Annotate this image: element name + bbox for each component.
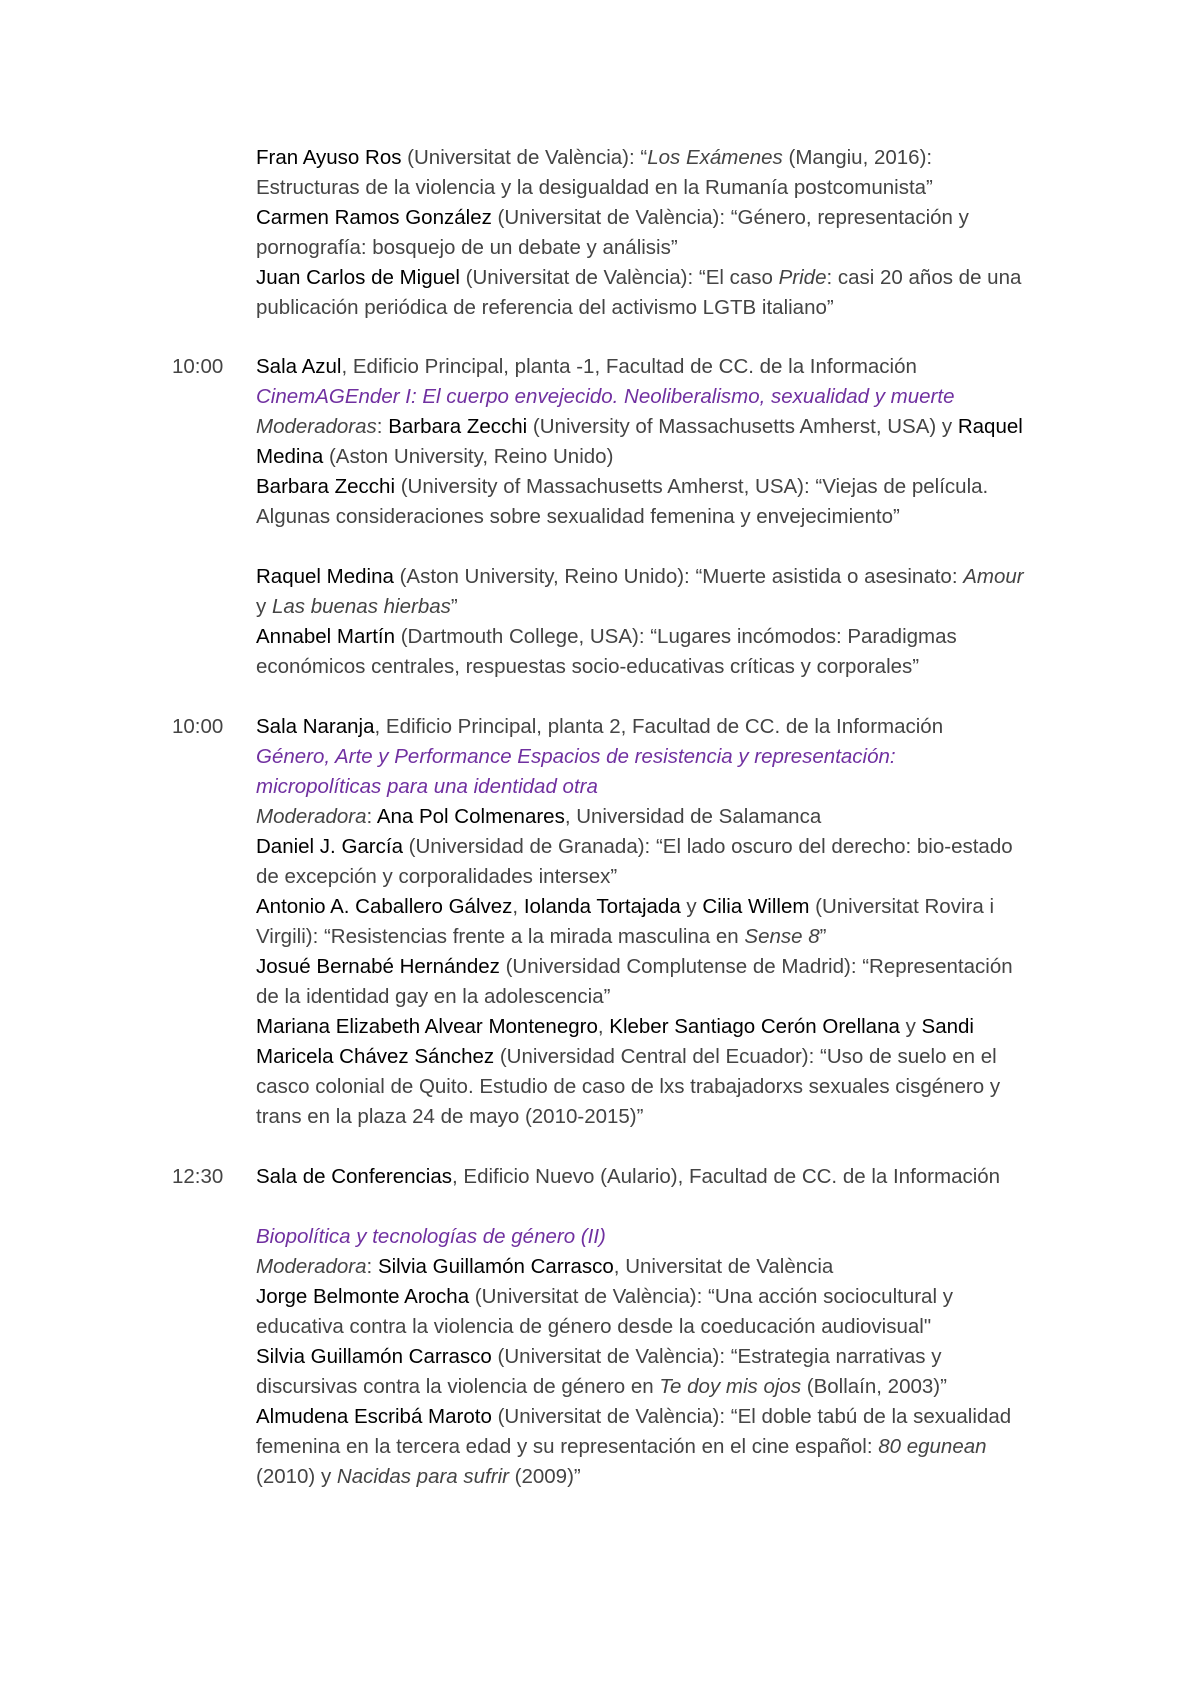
author-name: Silvia Guillamón Carrasco — [256, 1345, 492, 1368]
location-detail: , Edificio Principal, planta -1, Facultad de CC. de la Información — [341, 355, 917, 378]
session-time: 10:00 — [172, 715, 224, 738]
paper-entry — [256, 263, 1026, 323]
moderator-name: Silvia Guillamón Carrasco — [377, 1255, 614, 1278]
moderator-affiliation: , Universidad de Salamanca — [564, 805, 822, 828]
paper-entry — [256, 203, 1026, 263]
film-title: Nacidas para sufrir — [336, 1465, 509, 1488]
paper-title: (Mangiu, 2016): Estructuras de la violencia y la desigualdad en la Rumanía postcomunista” — [256, 146, 933, 199]
author-name: Juan Carlos de Miguel — [256, 266, 460, 289]
author-name: Sandi Maricela Chávez Sánchez — [256, 1015, 974, 1068]
paper-title: (Universitat de València): “Una acción sociocultural y educativa contra la violencia de género desde la coeducación audiovisual" — [256, 1285, 953, 1338]
paper-entry: Almudena Escribá Maroto (Universitat de València): “El doble tabú de la sexualidad femenina en la tercera edad y su representación en el cine español: 80 egunean (2010) y Nacidas para sufrir (2009)” — [256, 1405, 1012, 1488]
paper-entry — [256, 472, 1026, 532]
paper-entry: Mariana Elizabeth Alvear Montenegro, Kleber Santiago Cerón Orellana y Sandi Maricela Chávez Sánchez (Universidad Central del Ecuador): “Uso de suelo en el casco colonial de Quito. Estudio de caso de lxs trabajadorxs sexuales cisgénero y trans en la plaza 24 de mayo (2010-2015)” — [256, 1015, 1001, 1128]
paper-title: (Universidad de Granada): “El lado oscuro del derecho: bio-estado de excepción y corporalidades intersex” — [256, 835, 1013, 888]
paper-entry: Silvia Guillamón Carrasco (Universitat de València): “Estrategia narrativas y discursivas contra la violencia de género en Te doy mis ojos (Bollaín, 2003)” — [256, 1345, 947, 1398]
publication-title: Pride — [778, 266, 827, 289]
moderator-affiliation: , Universitat de València — [613, 1255, 834, 1278]
location-detail: , Edificio Nuevo (Aulario), Facultad de CC. de la Información — [452, 1165, 1001, 1188]
author-name: Raquel Medina — [256, 565, 394, 588]
film-title: Los Exámenes — [647, 146, 783, 169]
paper-entry — [256, 952, 1026, 1012]
affiliation: (Universitat de València): “ — [401, 146, 648, 169]
moderator-label: Moderadoras — [256, 415, 377, 438]
paper-title: (Universitat de València): “El doble tabú de la sexualidad femenina en la tercera edad y su representación en el cine español: — [256, 1405, 1012, 1458]
author-name: Mariana Elizabeth Alvear Montenegro — [256, 1015, 598, 1038]
film-title: 80 egunean — [878, 1435, 987, 1458]
film-title: Las buenas hierbas — [271, 595, 451, 618]
session-time: 12:30 — [172, 1165, 224, 1188]
moderator-name: Ana Pol Colmenares — [376, 805, 565, 828]
session-location — [256, 352, 1026, 382]
affiliation: (Universitat de València): “El caso — [459, 266, 779, 289]
paper-entry: Antonio A. Caballero Gálvez, Iolanda Tortajada y Cilia Willem (Universitat Rovira i Virgili): “Resistencias frente a la mirada masculina en Sense 8” — [256, 895, 994, 948]
author-name: Jorge Belmonte Arocha — [256, 1285, 470, 1308]
session-location — [256, 1162, 1026, 1192]
moderators: Moderadora: Ana Pol Colmenares, Universidad de Salamanca — [256, 805, 822, 828]
author-name: Barbara Zecchi — [256, 475, 396, 498]
paper-entry — [256, 622, 1026, 682]
session-title: CinemAGEnder I: El cuerpo envejecido. Neoliberalismo, sexualidad y muerte — [256, 385, 955, 408]
moderator-label: Moderadora — [256, 805, 367, 828]
author-name: Fran Ayuso Ros — [256, 146, 402, 169]
moderator-affiliation: (Aston University, Reino Unido) — [323, 445, 614, 468]
film-title: Te doy mis ojos — [659, 1375, 802, 1398]
paper-title: (Universidad Central del Ecuador): “Uso de suelo en el casco colonial de Quito. Estudio de caso de lxs trabajadorxs sexuales cisgénero y trans en la plaza 24 de mayo (2010-2015)” — [256, 1045, 1001, 1128]
moderators: Moderadora: Silvia Guillamón Carrasco, Universitat de València — [256, 1255, 834, 1278]
moderator-name: Barbara Zecchi — [388, 415, 528, 438]
session-title: Género, Arte y Performance Espacios de resistencia y representación: micropolíticas para una identidad otra — [256, 745, 896, 798]
author-name: Carmen Ramos González — [256, 206, 492, 229]
paper-title: (Aston University, Reino Unido): “Muerte asistida o asesinato: — [393, 565, 964, 588]
paper-title: (Universitat de València): “Género, representación y pornografía: bosquejo de un debate y análisis” — [256, 206, 969, 259]
moderator-name: Raquel Medina — [256, 415, 1023, 468]
author-name: Daniel J. García — [256, 835, 403, 858]
author-name: Josué Bernabé Hernández — [256, 955, 500, 978]
moderators: Moderadoras: Barbara Zecchi (University of Massachusetts Amherst, USA) y Raquel Medina (Aston University, Reino Unido) — [256, 415, 1023, 468]
author-name: Almudena Escribá Maroto — [256, 1405, 492, 1428]
session-time: 10:00 — [172, 355, 224, 378]
paper-title: (Universitat de València): “Estrategia narrativas y discursivas contra la violencia de género en — [256, 1345, 942, 1398]
series-title: Sense 8 — [744, 925, 820, 948]
paper-entry — [256, 1282, 1026, 1342]
paper-entry — [256, 832, 1026, 892]
paper-title: (University of Massachusetts Amherst, USA): “Viejas de película. Algunas consideraciones sobre sexualidad femenina y envejecimiento” — [256, 475, 989, 528]
paper-entry: Raquel Medina (Aston University, Reino Unido): “Muerte asistida o asesinato: Amour y Las buenas hierbas” — [256, 565, 1024, 618]
author-name: Annabel Martín — [256, 625, 396, 648]
location-detail: , Edificio Principal, planta 2, Facultad de CC. de la Información — [374, 715, 944, 738]
paper-title: : casi 20 años de una publicación periódica de referencia del activismo LGTB italiano” — [256, 266, 1022, 319]
session-title: Biopolítica y tecnologías de género (II) — [256, 1225, 606, 1248]
author-name: Antonio A. Caballero Gálvez — [256, 895, 513, 918]
moderator-affiliation: (University of Massachusetts Amherst, USA) y — [527, 415, 958, 438]
room-name: Sala Naranja — [256, 715, 375, 738]
paper-title: (Universidad Complutense de Madrid): “Representación de la identidad gay en la adolescencia” — [256, 955, 1013, 1008]
film-title: Amour — [963, 565, 1024, 588]
moderator-label: Moderadora — [256, 1255, 367, 1278]
paper-title: (Dartmouth College, USA): “Lugares incómodos: Paradigmas económicos centrales, respuestas socio-educativas críticas y corporales” — [256, 625, 957, 678]
session-location — [256, 712, 1026, 742]
room-name: Sala de Conferencias — [256, 1165, 453, 1188]
author-name: Kleber Santiago Cerón Orellana — [609, 1015, 900, 1038]
paper-entry — [256, 143, 1026, 203]
author-name: Cilia Willem — [702, 895, 810, 918]
room-name: Sala Azul — [256, 355, 342, 378]
author-name: Iolanda Tortajada — [523, 895, 681, 918]
paper-title: (Universitat Rovira i Virgili): “Resistencias frente a la mirada masculina en — [256, 895, 994, 948]
